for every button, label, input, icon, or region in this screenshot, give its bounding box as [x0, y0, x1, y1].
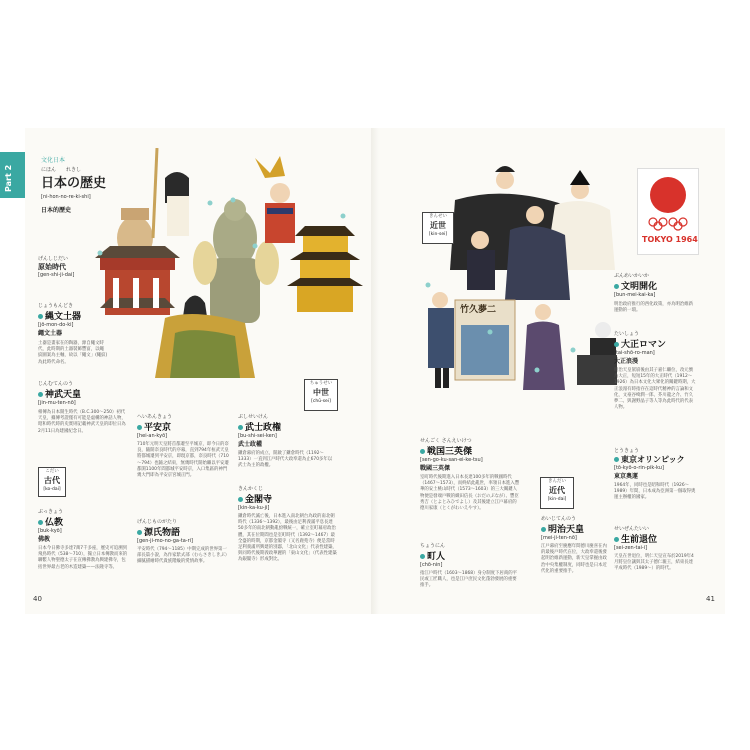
- entry-furigana: とうきょう: [614, 448, 640, 454]
- entry-furigana: ぶしせいけん: [238, 414, 269, 420]
- entry-body: 鎌倉時代滅亡後，日本進入南北朝台為政的南北朝時代（1336～1392），最後由足利義滿平息長達50多年的南北朝動亂紛戰統一，確立室町幕府政治體，其在位期間也是室町時代（1392～1467）最全盛的時期，京都金閣寺（又名鹿苑寺）便是當時足利義滿所興建的別邸，「北山文化」代表性建築，與同時代後期義政華麗的「東山文化」（代表性建築為銀閣寺）形成對比。: [238, 514, 337, 563]
- entry-translation: 繩文土器: [38, 330, 63, 337]
- title-romaji: [ni-hon-no-re-ki-shi]: [41, 194, 91, 200]
- bullet-icon: [614, 284, 619, 289]
- bullet-icon: [238, 497, 243, 502]
- era-box-kodai: こだい 古代 [ko-dai]: [38, 467, 66, 497]
- entry-romaji: [gen-ji-mo-no-ga-ta-ri]: [137, 538, 193, 544]
- section-tab-label: Part 2: [4, 164, 13, 192]
- entry-romaji: [hei-an-kyō]: [137, 433, 168, 439]
- entry-meiji-tenno: [541, 515, 609, 575]
- title-translation: 日本的歷史: [41, 207, 72, 214]
- poster-title: 竹久夢二: [460, 305, 497, 315]
- entry-body: 指江戶時代（1603～1868）身分制度下居商的平民或工匠職人，也是江戶庶民文化蓬勃發展的重要推手。: [420, 571, 517, 589]
- entry-furigana: きんかくじ: [238, 486, 264, 492]
- era-romaji: [gen-shi-ji-dai]: [38, 272, 75, 278]
- entry-furigana: ぶっきょう: [38, 509, 64, 515]
- era-box-kindai: きんだい 近代 [kin-dai]: [540, 477, 574, 509]
- entry-translation: 武士政權: [238, 441, 263, 448]
- entry-romaji: [sei-zen-tai-i]: [614, 545, 648, 551]
- entry-romaji: [bun-mei-kai-ka]: [614, 292, 656, 298]
- bullet-icon: [38, 392, 43, 397]
- entry-heading: 大正ロマン: [614, 337, 696, 350]
- entry-body: 相傳為日本開生時代（B.C.300～250）初代天皇，據傳考證僅有可能是虛構的神話人物，昭和時代時的史實則記載神武天皇的即位日為2月11日為建國紀念日。: [38, 410, 126, 434]
- entry-furigana: たいしょう: [614, 331, 640, 337]
- page-title: 日本の歴史: [41, 176, 107, 191]
- entry-body: 平安時代（794～1185）中期完成的世界第一部長篇小說，為作家紫式部（むらさきしきぶ）細膩描繪時代貴族階級的愛情故事。: [137, 547, 228, 565]
- bullet-icon: [614, 537, 619, 542]
- rising-sun-icon: [650, 177, 686, 213]
- entry-body: 鎌倉幕府的成立，開啟了鎌倉時代（1192～1333）一直到江戶時代大政奉還為止670多年以武士為主的政權。: [238, 451, 333, 469]
- page-number-right: 41: [706, 595, 715, 603]
- entry-body: 土器是畫家在的陶器，源自繩文時代，此時期的土器裝飾豐富，以繩紋圖案為主軸，故以「繩文」(繩紋)為此時代命名。: [38, 341, 108, 365]
- entry-heading: 文明開化: [614, 279, 696, 292]
- entry-romaji: [tō-kyō-o-rin-pik-ku]: [614, 465, 664, 471]
- history-illustration-right: [395, 160, 625, 395]
- entry-tokyo-olympic: [614, 447, 696, 502]
- entry-furigana: せいぜんたいい: [614, 526, 650, 532]
- page-number-left: 40: [33, 595, 42, 603]
- era-box-chusei: ちゅうせい 中世 [chū-sei]: [304, 379, 338, 411]
- entry-heading: 東京オリンピック: [614, 454, 696, 465]
- entry-bukkyo: [38, 508, 128, 571]
- entry-bunmei-kaika: [614, 272, 696, 314]
- bullet-icon: [420, 554, 425, 559]
- bullet-icon: [614, 457, 619, 462]
- entry-heading: 神武天皇: [38, 387, 126, 400]
- entry-heading: 金閣寺: [238, 492, 338, 505]
- entry-romaji: [tai-shō-ro-man]: [614, 350, 655, 356]
- entry-heading: 縄文土器: [38, 309, 108, 322]
- entry-seizen-taii: [614, 525, 696, 573]
- bullet-icon: [541, 527, 546, 532]
- entry-romaji: [mei-ji-ten-nō]: [541, 535, 577, 541]
- category-label: 文化日本: [41, 157, 66, 164]
- era-box-kinsei: きんせい 近世 [kin-sei]: [422, 212, 454, 244]
- poster-caption: TOKYO 1964: [642, 235, 698, 244]
- entry-heiankyo: [137, 413, 229, 479]
- entry-romaji: [bu-shi-sei-ken]: [238, 433, 277, 439]
- bullet-icon: [238, 425, 243, 430]
- entry-heading: 戦国三英傑: [420, 444, 520, 457]
- entry-heading: 生前退位: [614, 532, 696, 545]
- entry-chonin: [420, 542, 520, 590]
- entry-body: 天皇在世退位，明仁天皇宣布於2019年4月將皇位讓與其太子德仁親王，結束長達平成時代（1989～）的時代。: [614, 554, 694, 572]
- olympic-rings-icon: [644, 217, 692, 231]
- entry-genji-monogatari: [137, 518, 229, 566]
- entry-heading: 仏教: [38, 515, 128, 528]
- entry-furigana: めいじてんのう: [541, 516, 577, 522]
- entry-body: 室町時代後期進入日本長達100多年的戰國時代（1467～1573），而終結此亂世，率領日本進入豐華的安土桃山時代（1573～1603）的三大關鍵人物便是發端戶戰的織田信長（おだのぶなが）、豐臣秀吉（とよとみひでよし）及其後建立江戶幕府的德川家康（とくがわいえやす）。: [420, 475, 520, 512]
- entry-bushi-seiken: [238, 413, 336, 470]
- book-gutter: [371, 128, 379, 614]
- entry-furigana: へいあんきょう: [137, 414, 173, 420]
- entry-sengoku-san-eiketsu: [420, 437, 520, 512]
- bullet-icon: [137, 530, 142, 535]
- entry-heading: 武士政権: [238, 420, 336, 433]
- entry-body: 明治政府推行的西化政策，亦為明治維新運動的一環。: [614, 302, 694, 314]
- entry-heading: 平安京: [137, 420, 229, 433]
- era-name: 原始時代: [38, 263, 66, 271]
- entry-body: 明治天皇駕崩後由其子嘉仁繼位，改元號為大正，短短15年的大正時代（1912～1926）為日本文化大眾化的關鍵時期，大正浪漫有時指存在這時代精神的言論和文化，文豪谷崎潤一郎、芥川龍之介、竹久夢二、與謝野晶子等人等為此時代的代表人物。: [614, 368, 696, 411]
- bullet-icon: [137, 425, 142, 430]
- entry-translation: 戰國三英傑: [420, 465, 451, 472]
- entry-romaji: [jō-mon-do-ki]: [38, 322, 74, 328]
- bullet-icon: [38, 314, 43, 319]
- entry-romaji: [buk-kyō]: [38, 528, 62, 534]
- entry-body: 710年元明天皇將首都遷至平城京，即今日的奈良，隨開奈良時代的序幕，直到794年桓武天皇將都城遷到平安京，即現京都，奈良時代（710～794）也隨之結束，無幾時代開始繼以平安遷都開1100年間都城平安時京，入口集區的神門幾大門即為平安京宮城正門。: [137, 442, 229, 479]
- entry-heading: 明治天皇: [541, 522, 609, 535]
- history-illustration-left: [95, 148, 365, 378]
- tokyo-1964-poster: [637, 168, 699, 255]
- entry-romaji: [chō-nin]: [420, 562, 443, 568]
- entry-romaji: [sen-go-ku-san-ei-ke-tsu]: [420, 457, 483, 463]
- entry-furigana: じょうもんどき: [38, 303, 74, 309]
- bullet-icon: [614, 342, 619, 347]
- entry-body: 江戶幕府至慶應年間德川慶喜在內的最後戶時代在位，大政奉還後發起明治維新運動，新天皇掌握由政治中央集權制度，同時也是日本近代化的重要推手。: [541, 544, 607, 574]
- entry-translation: 佛教: [38, 536, 51, 543]
- title-furigana: にほん れきし: [41, 167, 82, 173]
- entry-translation: 東京奧運: [614, 473, 639, 480]
- entry-translation: 大正浪漫: [614, 358, 639, 365]
- era-furigana: げんしじだい: [38, 256, 69, 262]
- entry-furigana: じんむてんのう: [38, 381, 74, 387]
- entry-furigana: ちょうにん: [420, 543, 446, 549]
- entry-kinkakuji: [238, 485, 338, 564]
- entry-body: 日本今日佛寺多達7萬7千多座，歷史可追溯到飛鳥時代（538～710），獨立日本傳教而來的聯繫人物聖德太子在宣傳佛教為興建佛寺，包括世界最古老的木造建築——法隆寺等。: [38, 546, 128, 570]
- entry-romaji: [kin-ka-ku-ji]: [238, 505, 270, 511]
- bullet-icon: [420, 449, 425, 454]
- entry-body: 1964年，同時也是昭和時代（1926～1989）年間，日本成為亞洲第一個取得奧運主辦權的國家。: [614, 483, 696, 501]
- entry-romaji: [jin-mu-ten-nō]: [38, 400, 76, 406]
- entry-heading: 源氏物語: [137, 525, 229, 538]
- entry-furigana: げんじものがたり: [137, 519, 178, 525]
- bullet-icon: [38, 520, 43, 525]
- entry-taisho-roman: [614, 330, 696, 411]
- era-label-genshi: [38, 255, 80, 278]
- section-tab: [0, 152, 25, 198]
- entry-jinmu-tenno: [38, 380, 126, 435]
- entry-heading: 町人: [420, 549, 520, 562]
- entry-furigana: せんごく さんえいけつ: [420, 438, 472, 444]
- entry-jomon-doki: [38, 302, 108, 366]
- entry-furigana: ぶんめいかいか: [614, 273, 650, 279]
